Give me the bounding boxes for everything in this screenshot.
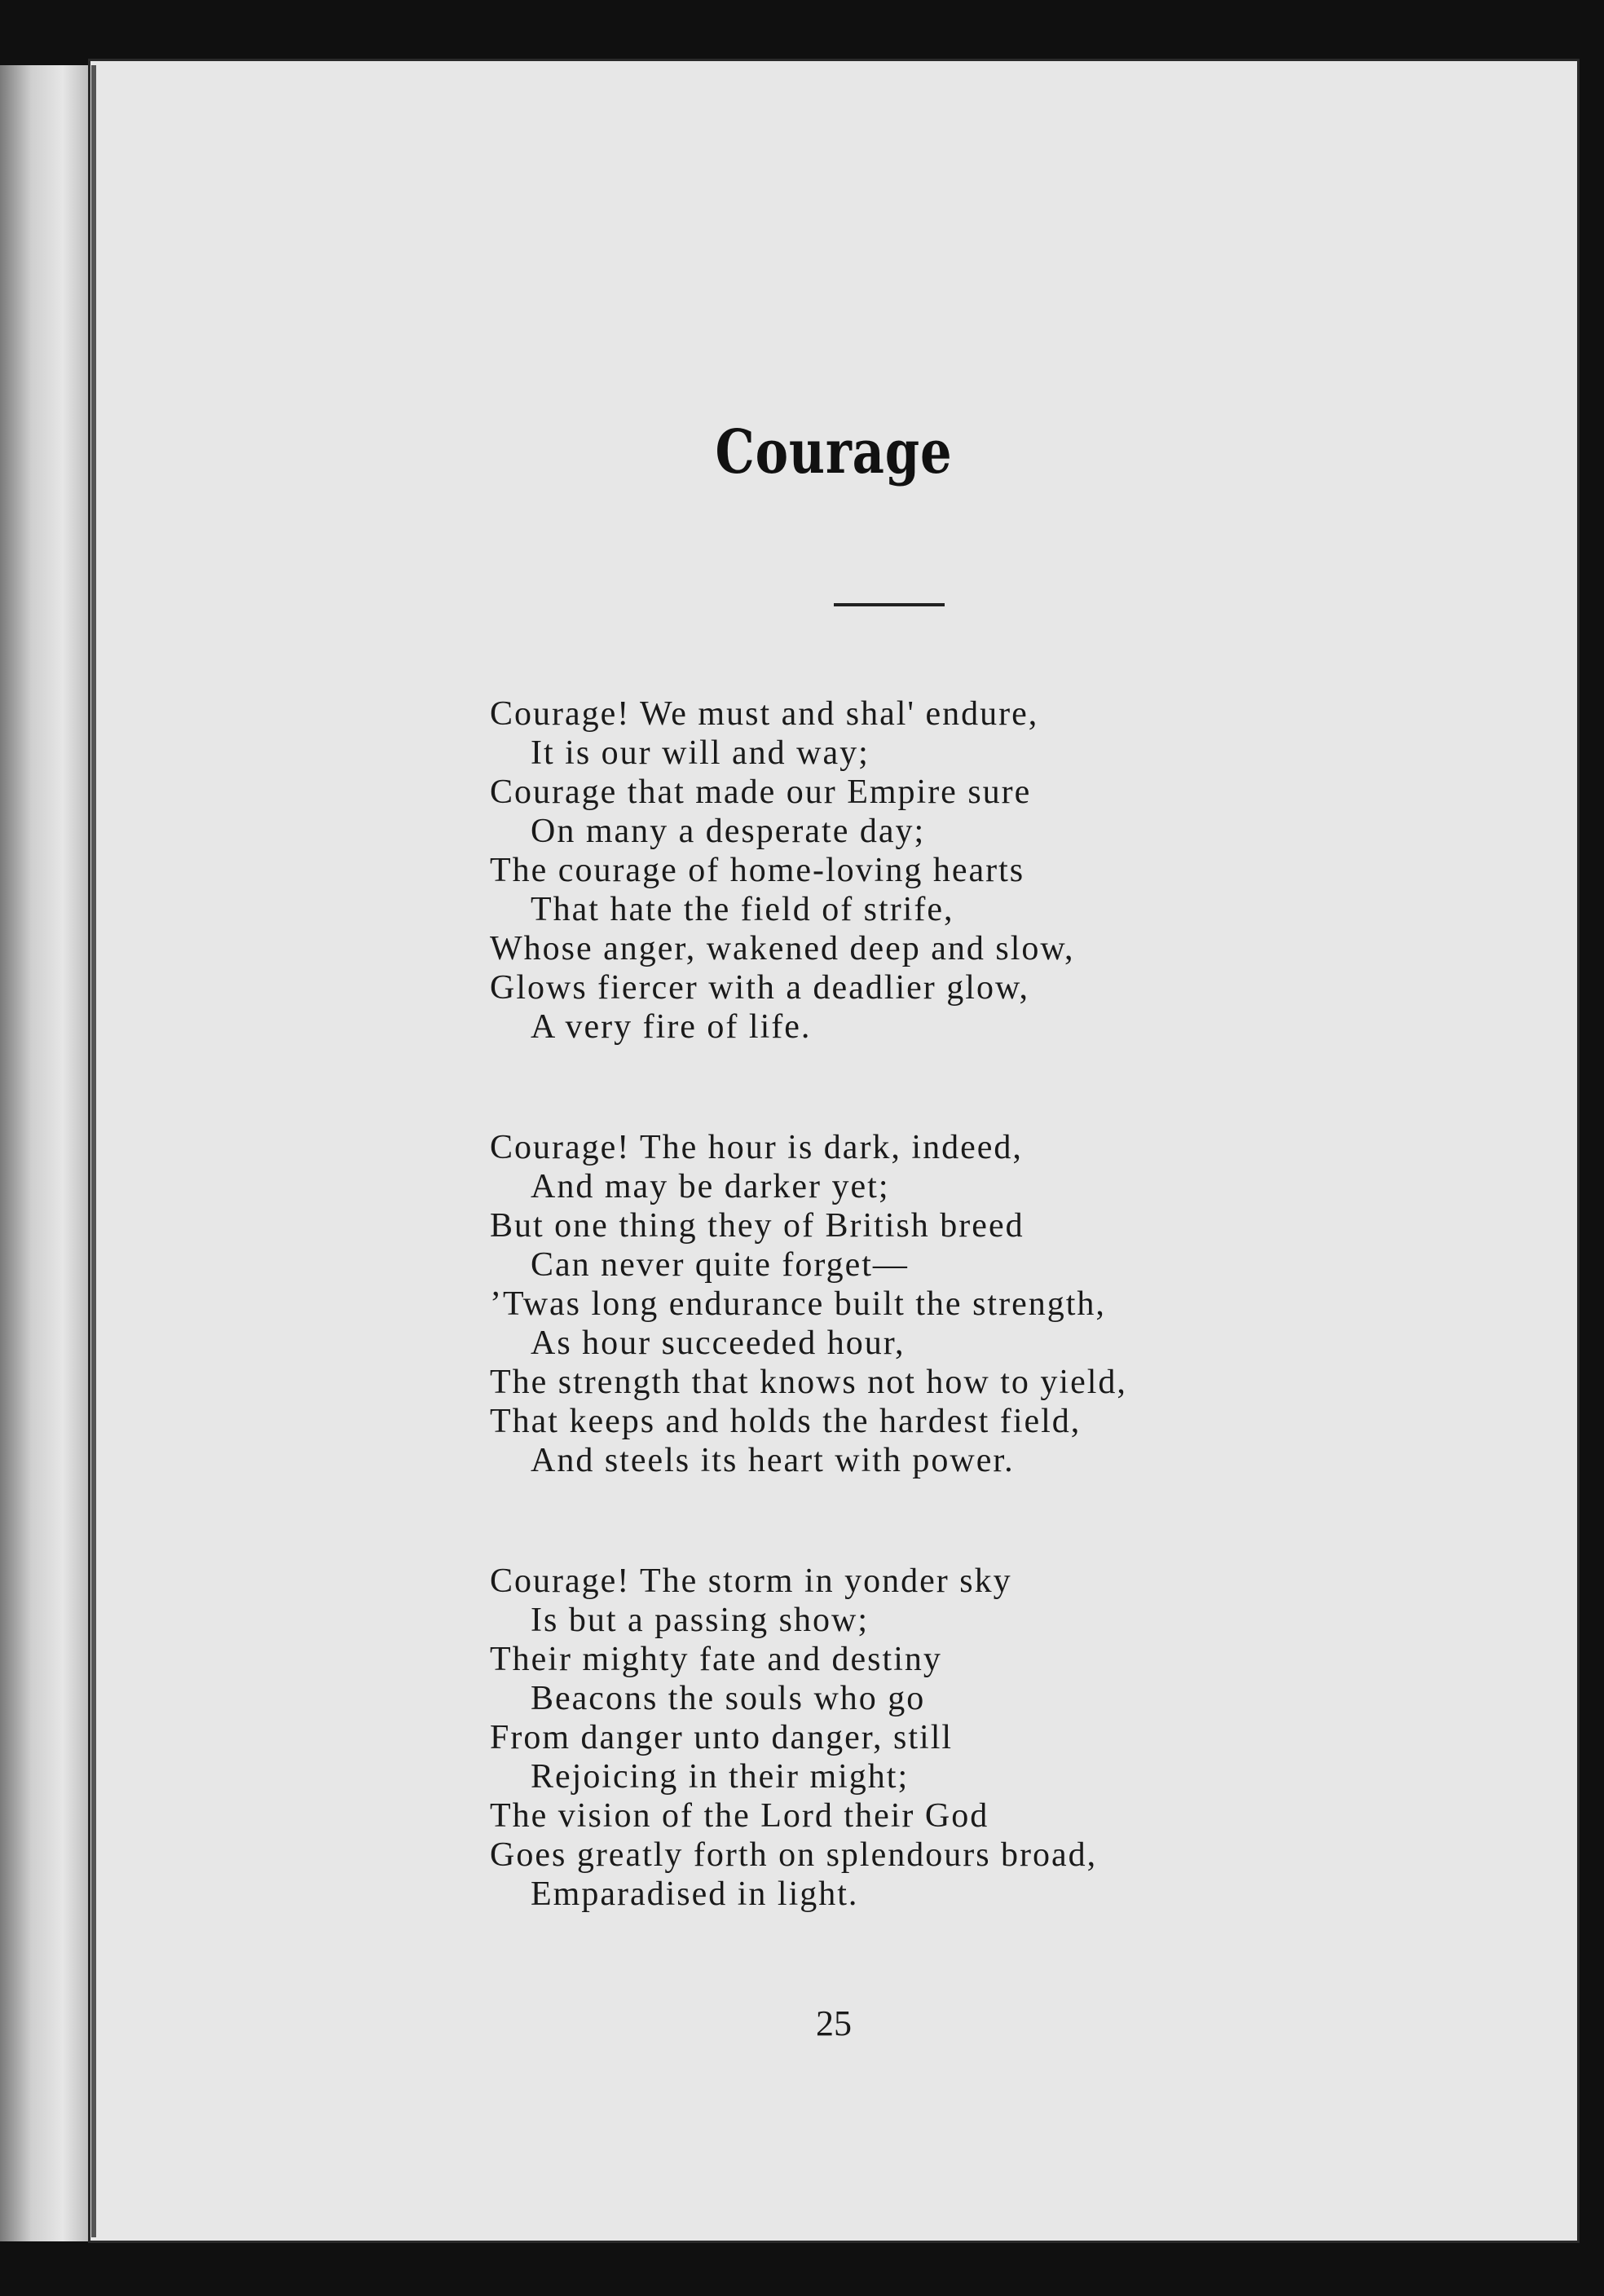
poem-line: Is but a passing show; [531, 1602, 869, 1639]
poem-line: From danger unto danger, still [490, 1719, 954, 1756]
poem-line: Emparadised in light. [531, 1875, 859, 1913]
poem-line: Courage that made our Empire sure [490, 773, 1032, 811]
poem-line: But one thing they of British breed [490, 1207, 1025, 1245]
poem-line: Their mighty fate and destiny [490, 1641, 942, 1678]
poem-body [490, 694, 1549, 1995]
poem-line: Glows fiercer with a deadlier glow, [490, 969, 1030, 1007]
poem-line: Can never quite forget— [531, 1246, 909, 1284]
stanza [490, 1562, 1549, 1914]
poem-line: Courage! We must and shal' endure, [490, 695, 1039, 733]
book-spine [0, 65, 90, 2241]
poem-line: That hate the field of strife, [531, 891, 954, 928]
poem-line: Courage! The storm in yonder sky [490, 1562, 1012, 1600]
page-gutter-edge [91, 65, 96, 2237]
poem-line: And steels its heart with power. [531, 1442, 1015, 1479]
poem-line: Courage! The hour is dark, indeed, [490, 1129, 1023, 1166]
poem-line: The courage of home-loving hearts [490, 852, 1025, 889]
poem-line: That keeps and holds the hardest field, [490, 1403, 1082, 1440]
stanza [490, 694, 1549, 1047]
poem-line: Whose anger, wakened deep and slow, [490, 930, 1075, 967]
title-divider [834, 603, 945, 606]
poem-line: Beacons the souls who go [531, 1680, 926, 1717]
poem-line: The strength that knows not how to yield, [490, 1364, 1127, 1401]
page-number: 25 [816, 2003, 852, 2043]
poem-line: Goes greatly forth on splendours broad, [490, 1836, 1098, 1874]
poem-line: On many a desperate day; [531, 813, 926, 850]
poem-line: As hour succeeded hour, [531, 1324, 906, 1362]
poem-line: And may be darker yet; [531, 1168, 890, 1205]
book-page [88, 59, 1580, 2243]
poem-line: Rejoicing in their might; [531, 1758, 910, 1796]
poem-line: It is our will and way; [531, 734, 870, 772]
stanza [490, 1128, 1549, 1480]
poem-line: The vision of the Lord their God [490, 1797, 989, 1835]
poem-line: ’Twas long endurance built the strength, [490, 1285, 1106, 1323]
poem-title: Courage [715, 417, 953, 487]
poem-line: A very fire of life. [531, 1008, 812, 1046]
